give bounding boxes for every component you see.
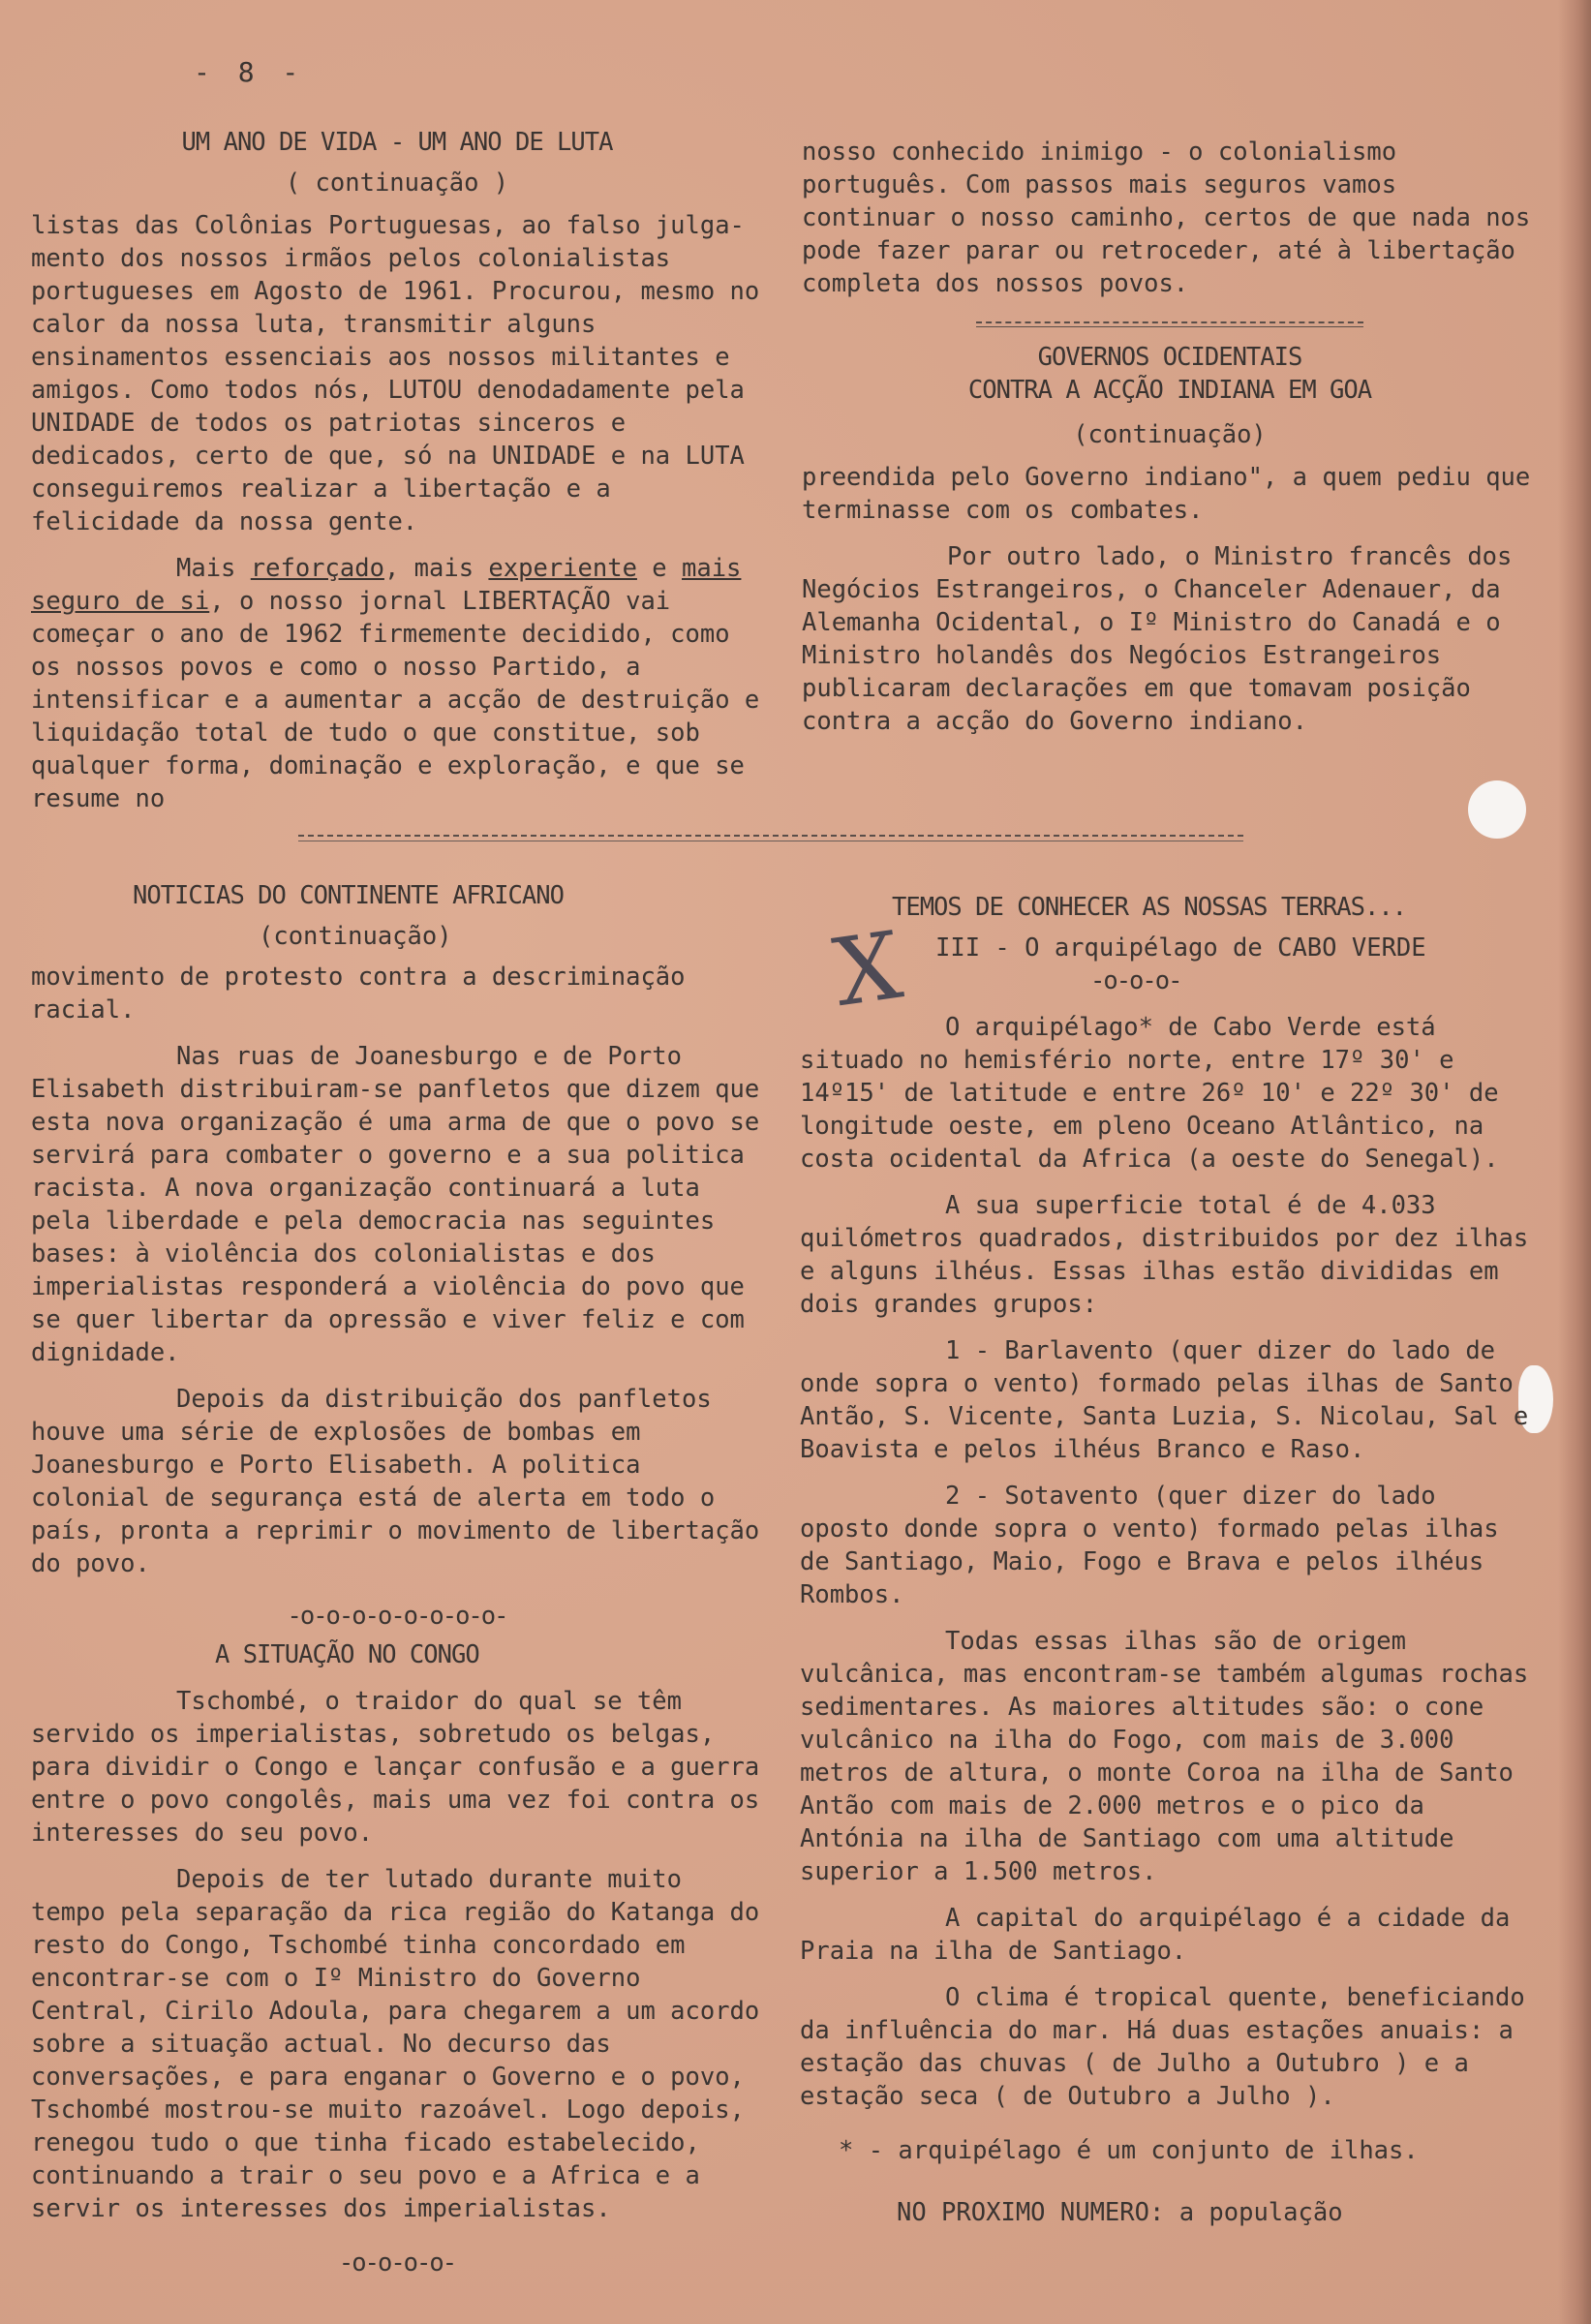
article-noticias-continente [31, 879, 763, 2285]
article-subtitle: (continuação) [1073, 420, 1267, 449]
paragraph: listas das Colônias Portuguesas, ao falso julga-mento dos nossos irmãos pelos colonialistas portugueses em Agosto de 1961. Procurou, mesmo no calor da nossa luta, transmitir alguns ensinamentos essenciais aos nossos militantes e amigos. Como todos nós, LUTOU denodadamente pela UNIDADE de todos os patriotas sinceros e dedicados, certo de que, só na UNIDADE e na LUTA conseguiremos realizar a libertação e a felicidade da nossa gente. [31, 211, 760, 536]
paragraph: O clima é tropical quente, beneficiando da influência do mar. Há duas estações anuais: a estação das chuvas ( de Julho a Outubro ) e a estação seca ( de Outubro a Julho ). [800, 1983, 1525, 2111]
paragraph: nosso conhecido inimigo - o colonialismo português. Com passos mais seguros vamos continuar o nosso caminho, certos de que nada nos pode fazer parar ou retroceder, até à libertação completa dos nossos povos. [802, 138, 1531, 298]
article-title-line1: GOVERNOS OCIDENTAIS [1037, 343, 1302, 372]
paragraph: Todas essas ilhas são de origem vulcânica, mas encontram-se também algumas rochas sedimentares. As maiores altitudes são: o cone vulcânico na ilha do Fogo, com mais de 3.000 metros de altura, o monte Coroa na ilha de Santo Antão com mais de 2.000 metros e o pico da Antónia na ilha de Santiago com uma altitude superior a 1.500 metros. [800, 1627, 1529, 1886]
article-title: UM ANO DE VIDA - UM ANO DE LUTA [181, 128, 613, 157]
paragraph: 1 - Barlavento (quer dizer do lado de onde sopra o vento) formado pelas ilhas de Santo Antão, S. Vicente, Santa Luzia, S. Nicolau, Sal e Boavista e pelos ilhéus Branco e Raso. [800, 1336, 1529, 1464]
footnote: * - arquipélago é um conjunto de ilhas. [839, 2136, 1419, 2165]
separator: -o-o-o-o-o-o-o-o- [287, 1602, 507, 1631]
paragraph: A capital do arquipélago é a cidade da Praia na ilha de Santiago. [800, 1904, 1511, 1966]
article-cabo-verde [800, 891, 1540, 2229]
paragraph: Nas ruas de Joanesburgo e de Porto Elisabeth distribuiram-se panfletos que dizem que esta nova organização é uma arma de que o povo se servirá para combater o governo e a sua politica racista. A nova organização continuará a luta pela liberdade e pela democracia nas seguintes bases: à violência dos colonialistas e dos imperialistas responderá a violência do povo que se quer libertar da opressão e viver feliz e com dignidade. [31, 1042, 760, 1367]
article-title: TEMOS DE CONHECER AS NOSSAS TERRAS... [892, 893, 1407, 922]
paragraph: Depois de ter lutado durante muito tempo pela separação da rica região do Katanga do resto do Congo, Tschombé tinha concordado em encontrar-se com o Iº Ministro do Governo Central, Cirilo Adoula, para chegarem a um acordo sobre a situação actual. No decurso das conversações, e para enganar o Governo e o povo, Tschombé mostrou-se muito razoável. Logo depois, renegou tudo o que tinha ficado estabelecido, continuando a trair o seu povo e a Africa e a servir os interesses dos imperialistas. [31, 1865, 760, 2223]
section-divider [298, 835, 1243, 841]
article-subtitle: ( continuação ) [285, 168, 509, 198]
paragraph: Tschombé, o traidor do qual se têm servido os imperialistas, sobretudo os belgas, para dividir o Congo e lançar confusão e a guerra entre o povo congolês, mais uma vez foi contra os interesses do seu povo. [31, 1687, 760, 1848]
paragraph: Por outro lado, o Ministro francês dos Negócios Estrangeiros, o Chanceler Adenauer, da Alemanha Ocidental, o Iº Ministro do Canadá e o Ministro holandês dos Negócios Estrangeiros publicaram declarações em que tomavam posição contra a acção do Governo indiano. [802, 542, 1513, 736]
article-governos-ocidentais [802, 136, 1538, 738]
article-title: NOTICIAS DO CONTINENTE AFRICANO [133, 881, 564, 910]
paper-hole-1 [1468, 780, 1526, 839]
paragraph: O arquipélago* de Cabo Verde está situado no hemisfério norte, entre 17º 30' e 14º15' de latitude e entre 26º 10' e 22º 30' de longitude oeste, em pleno Oceano Atlântico, na costa ocidental da Africa (a oeste do Senegal). [800, 1013, 1499, 1174]
paragraph: preendida pelo Governo indiano", a quem pediu que terminasse com os combates. [802, 463, 1531, 525]
paragraph: 2 - Sotavento (quer dizer do lado oposto donde sopra o vento) formado pelas ilhas de Santiago, Maio, Fogo e Brava e pelos ilhéus Rombos. [800, 1482, 1499, 1609]
article-title-line2: CONTRA A ACÇÃO INDIANA EM GOA [967, 376, 1372, 405]
article-subtitle: III - O arquipélago de CABO VERDE [935, 933, 1426, 963]
paragraph: movimento de protesto contra a descriminação racial. [31, 963, 686, 1024]
next-issue-note: NO PROXIMO NUMERO: a população [897, 2198, 1343, 2227]
paragraph: A sua superficie total é de 4.033 quilómetros quadrados, distribuidos por dez ilhas e alguns ilhéus. Essas ilhas estão divididas em dois grandes grupos: [800, 1191, 1529, 1319]
article-subtitle: (continuação) [259, 922, 452, 951]
page-edge-shadow [1558, 0, 1591, 2324]
end-separator: -o-o-o-o- [338, 2248, 456, 2278]
article-title: A SITUAÇÃO NO CONGO [215, 1640, 479, 1669]
paragraph: Mais reforçado, mais experiente e mais seguro de si, o nosso jornal LIBERTAÇÃO vai começar o ano de 1962 firmemente decidido, como os nossos povos e como o nosso Partido, a intensificar e a aumentar a acção de destruição e liquidação total de tudo o que constitue, sob qualquer forma, dominação e exploração, e que se resume no [31, 554, 760, 813]
separator [976, 321, 1363, 327]
page-number: - 8 - [194, 56, 305, 88]
separator: -o-o-o- [1090, 966, 1181, 995]
paragraph: Depois da distribuição dos panfletos houve uma série de explosões de bombas em Joanesburgo e Porto Elisabeth. A politica colonial de segurança está de alerta em todo o país, pronta a reprimir o movimento de libertação do povo. [31, 1385, 760, 1578]
article-um-ano-de-vida [31, 126, 763, 815]
handwritten-x-mark: X [827, 910, 908, 1028]
